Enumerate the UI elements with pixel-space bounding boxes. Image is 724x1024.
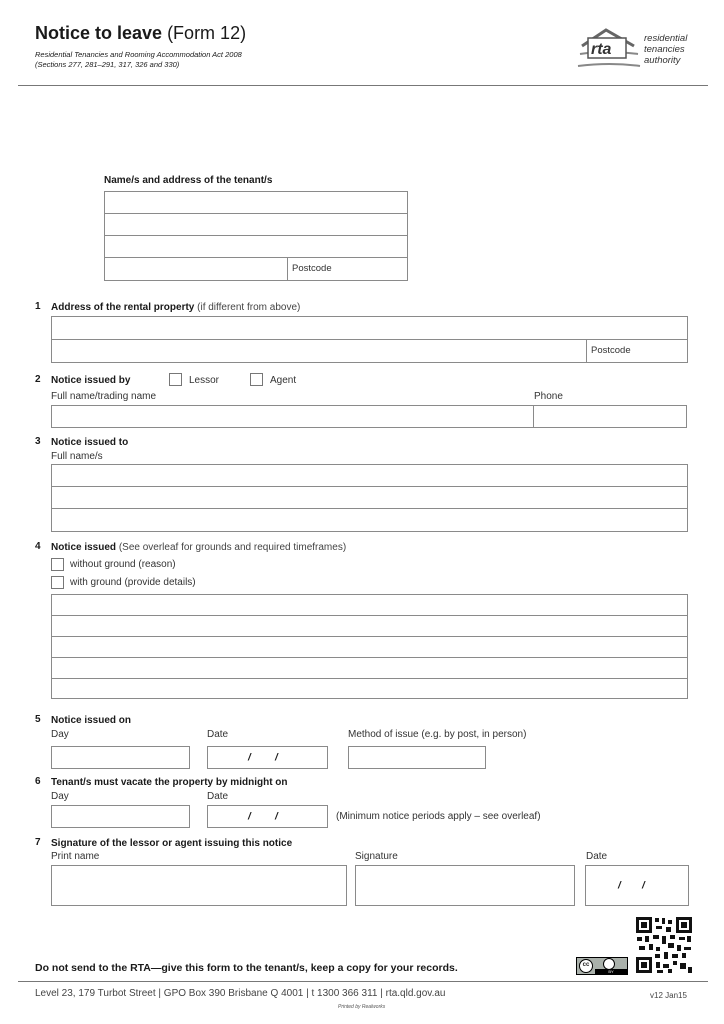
print-name-field[interactable] [51, 865, 347, 906]
footer-instruction: Do not send to the RTA—give this form to the tenant/s, keep a copy for your records. [35, 962, 458, 974]
cc-license-badge [576, 957, 628, 975]
section-7-label: Signature of the lessor or agent issuing this notice [51, 838, 293, 849]
signature-date-label: Date [586, 851, 608, 862]
issued-date-label: Date [207, 729, 229, 740]
rental-postcode-label: Postcode [591, 345, 631, 356]
date-separator: / [275, 752, 278, 763]
version-label: v12 Jan15 [650, 991, 687, 1000]
section-7-number: 7 [35, 837, 41, 848]
vacate-day-field[interactable] [51, 805, 190, 828]
issued-to-line-2[interactable] [52, 487, 687, 509]
section-5-number: 5 [35, 714, 41, 725]
signature-label: Signature [355, 851, 398, 862]
with-ground-label: with ground (provide details) [70, 577, 196, 588]
issued-to-line-1[interactable] [52, 465, 687, 487]
postcode-divider [586, 340, 587, 362]
issuer-name-label: Full name/trading name [51, 391, 157, 402]
tenant-line-4[interactable] [105, 258, 407, 280]
rental-address-line-2[interactable] [52, 340, 687, 362]
agent-label: Agent [270, 375, 297, 386]
date-separator: / [248, 811, 251, 822]
header-divider [18, 85, 708, 86]
rental-address-line-1[interactable] [52, 317, 687, 340]
vacate-date-label: Date [207, 791, 229, 802]
grounds-line-5[interactable] [52, 679, 687, 698]
printer-credit: Printed by Realworks [338, 1004, 386, 1010]
vacate-day-label: Day [51, 791, 69, 802]
grounds-details-box[interactable] [51, 594, 688, 699]
logo-wordmark: residential tenancies authority [644, 33, 688, 66]
agent-checkbox[interactable] [250, 373, 263, 386]
section-5-label: Notice issued on [51, 715, 132, 726]
tenant-line-3[interactable] [105, 236, 407, 258]
rta-logo-mark: rta [591, 41, 612, 58]
grounds-line-4[interactable] [52, 658, 687, 679]
signature-date-field[interactable] [585, 865, 689, 906]
section-4-label: Notice issued (See overleaf for grounds and required timeframes) [51, 542, 347, 553]
footer-address: Level 23, 179 Turbot Street | GPO Box 390 Brisbane Q 4001 | t 1300 366 311 | rta.qld.gov.au [35, 988, 446, 999]
phone-field[interactable] [533, 405, 687, 428]
by-label: BY [595, 969, 627, 974]
issued-to-line-3[interactable] [52, 509, 687, 531]
method-field[interactable] [348, 746, 486, 769]
issuer-name-field[interactable] [51, 405, 535, 428]
issued-to-box[interactable] [51, 464, 688, 532]
section-2-label: Notice issued by [51, 375, 131, 386]
tenant-address-box[interactable] [104, 191, 408, 281]
section-6-number: 6 [35, 776, 41, 787]
form-title: Notice to leave (Form 12) [35, 23, 247, 43]
notice-period-note: (Minimum notice periods apply – see overleaf) [336, 811, 541, 822]
section-3-number: 3 [35, 436, 41, 447]
qr-code-icon [635, 916, 693, 974]
tenant-line-1[interactable] [105, 192, 407, 214]
section-1-number: 1 [35, 301, 41, 312]
section-4-number: 4 [35, 541, 41, 552]
date-separator: / [642, 880, 645, 891]
cc-icon: cc [579, 959, 593, 973]
postcode-divider [287, 258, 288, 280]
issued-date-field[interactable] [207, 746, 328, 769]
with-ground-checkbox[interactable] [51, 576, 64, 589]
without-ground-label: without ground (reason) [70, 559, 176, 570]
grounds-line-2[interactable] [52, 616, 687, 637]
lessor-label: Lessor [189, 375, 220, 386]
signature-field[interactable] [355, 865, 575, 906]
tenant-block-label: Name/s and address of the tenant/s [104, 175, 273, 186]
section-2-number: 2 [35, 374, 41, 385]
phone-label: Phone [534, 391, 563, 402]
grounds-line-3[interactable] [52, 637, 687, 658]
print-name-label: Print name [51, 851, 100, 862]
lessor-checkbox[interactable] [169, 373, 182, 386]
footer-divider [18, 981, 708, 982]
grounds-line-1[interactable] [52, 595, 687, 616]
issued-day-field[interactable] [51, 746, 190, 769]
vacate-date-field[interactable] [207, 805, 328, 828]
without-ground-checkbox[interactable] [51, 558, 64, 571]
date-separator: / [248, 752, 251, 763]
method-label: Method of issue (e.g. by post, in person) [348, 729, 527, 740]
section-6-label: Tenant/s must vacate the property by midnight on [51, 777, 288, 788]
issued-day-label: Day [51, 729, 69, 740]
section-1-label: Address of the rental property (if different from above) [51, 302, 301, 313]
date-separator: / [275, 811, 278, 822]
tenant-postcode-label: Postcode [292, 263, 332, 274]
tenant-line-2[interactable] [105, 214, 407, 236]
rental-address-box[interactable] [51, 316, 688, 363]
tenant-fullname-label: Full name/s [51, 451, 103, 462]
section-3-label: Notice issued to [51, 437, 129, 448]
act-reference: Residential Tenancies and Rooming Accommodation Act 2008 (Sections 277, 281–291, 317, 326 and 330) [35, 50, 242, 69]
date-separator: / [618, 880, 621, 891]
